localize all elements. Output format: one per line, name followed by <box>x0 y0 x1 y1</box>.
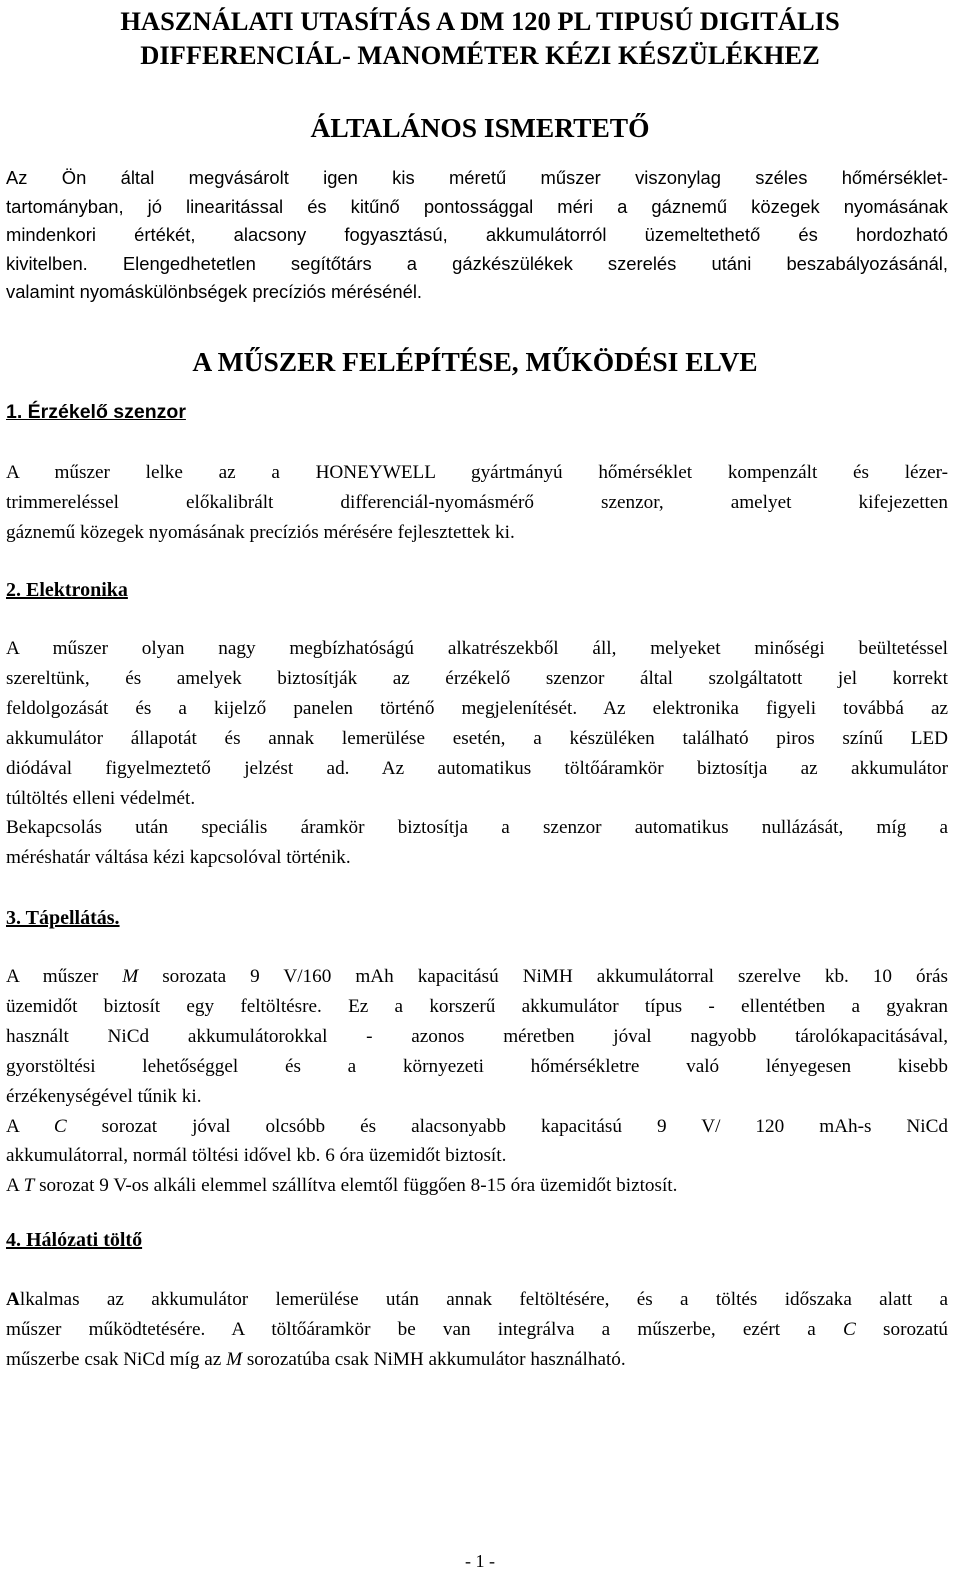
document-title <box>0 4 960 72</box>
power-m-line: használt NiCd akkumulátorokkal - azonos méretben jóval nagyobb tárolókapacitásával, <box>6 1025 948 1047</box>
charger-paragraph <box>6 1285 948 1375</box>
series-letter-c: C <box>53 1115 67 1137</box>
series-letter-m: M <box>122 966 139 987</box>
general-line: kivitelben. Elengedhetetlen segítőtárs a gázkészülékek szerelés utáni beszabályozásánál, <box>6 252 948 274</box>
power-c-line: A C sorozat jóval olcsóbb és alacsonyabb kapacitású 9 V/ 120 mAh-s NiCd <box>6 1115 949 1137</box>
section-heading-electronics: 2. Elektronika <box>6 579 128 601</box>
general-paragraph <box>6 164 948 307</box>
electronics-line: Bekapcsolás után speciális áramkör biztosítja a szenzor automatikus nullázását, míg a <box>6 817 948 839</box>
section-heading-charger: 4. Hálózati töltő <box>6 1229 143 1251</box>
charger-line: műszer működtetésére. A töltőáramkör be van integrálva a műszerbe, ezért a C sorozatú <box>6 1318 949 1340</box>
power-m-line: üzemidőt biztosít egy feltöltésre. Ez a korszerű akkumulátor típus - ellentétben a gyakran <box>6 995 948 1017</box>
page-number: - 1 - <box>465 1551 495 1571</box>
section-heading-power: 3. Tápellátás. <box>6 907 120 929</box>
power-c-line: akkumulátorral, normál töltési idővel kb. 6 óra üzemidőt biztosít. <box>6 1145 507 1167</box>
general-line: mindenkori értékét, alacsony fogyasztású, akkumulátorról üzemeltethető és hordozható <box>6 224 948 246</box>
section-heading-sensor: 1. Érzékelő szenzor <box>6 401 186 423</box>
power-m-line: érzékenységével tűnik ki. <box>6 1085 202 1107</box>
sensor-paragraph <box>6 458 948 548</box>
electronics-line: méréshatár váltása kézi kapcsolóval történik. <box>6 847 351 869</box>
charger-line: műszerbe csak NiCd míg az M sorozatúba csak NiMH akkumulátor használható. <box>6 1348 626 1370</box>
general-heading: ÁLTALÁNOS ISMERTETŐ <box>310 112 650 143</box>
charger-line: Alkalmas az akkumulátor lemerülése után annak feltöltésére, és a töltés időszaka alatt a <box>6 1289 948 1310</box>
electronics-line: szereltünk, és amelyek biztosítják az érzékelő szenzor által szolgáltatott jel korrekt <box>6 667 948 689</box>
power-paragraph <box>6 962 948 1201</box>
general-line: valamint nyomáskülönbségek precíziós mérésénél. <box>6 281 423 303</box>
electronics-line: akkumulátor állapotát és annak lemerülése esetén, a készüléken található piros színű LED <box>6 727 948 749</box>
general-line: tartományban, jó linearitással és kitűnő pontossággal méri a gáznemű közegek nyomásának <box>6 195 948 217</box>
general-line: Az Ön által megvásárolt igen kis méretű műszer viszonylag széles hőmérséklet- <box>6 167 948 188</box>
sensor-line: A műszer lelke az a HONEYWELL gyártmányú hőmérséklet kompenzált és lézer- <box>6 462 948 483</box>
electronics-line: feldolgozását és a kijelző panelen történő megjelenítését. Az elektronika figyeli továbbá az <box>6 697 948 719</box>
power-m-line: A műszer M sorozata 9 V/160 mAh kapacitású NiMH akkumulátorral szerelve kb. 10 órás <box>6 966 948 987</box>
sensor-line: gáznemű közegek nyomásának precíziós mérésére fejlesztettek ki. <box>6 521 515 543</box>
series-letter-t: T <box>23 1175 35 1197</box>
electronics-line: túltöltés elleni védelmét. <box>6 787 196 809</box>
construction-heading: A MŰSZER FELÉPÍTÉSE, MŰKÖDÉSI ELVE <box>192 346 758 377</box>
sensor-line: trimmereléssel előkalibrált differenciál-nyomásmérő szenzor, amelyet kifejezetten <box>6 491 948 513</box>
charger-first-letter: A <box>6 1289 20 1310</box>
title-line-2: DIFFERENCIÁL- MANOMÉTER KÉZI KÉSZÜLÉKHEZ <box>140 40 820 70</box>
power-t-line: A T sorozat 9 V-os alkáli elemmel szállítva elemtől függően 8-15 óra üzemidőt biztosít. <box>6 1175 678 1197</box>
title-line-1: HASZNÁLATI UTASÍTÁS A DM 120 PL TIPUSÚ DIGITÁLIS <box>120 6 840 36</box>
power-m-line: gyorstöltési lehetőséggel és a környezeti hőmérsékletre való lényegesen kisebb <box>6 1055 948 1077</box>
electronics-line: diódával figyelmeztető jelzést ad. Az automatikus töltőáramkör biztosítja az akkumulátor <box>6 757 948 779</box>
electronics-paragraph <box>6 634 948 873</box>
electronics-line: A műszer olyan nagy megbízhatóságú alkatrészekből áll, melyeket minőségi beültetéssel <box>6 638 948 659</box>
